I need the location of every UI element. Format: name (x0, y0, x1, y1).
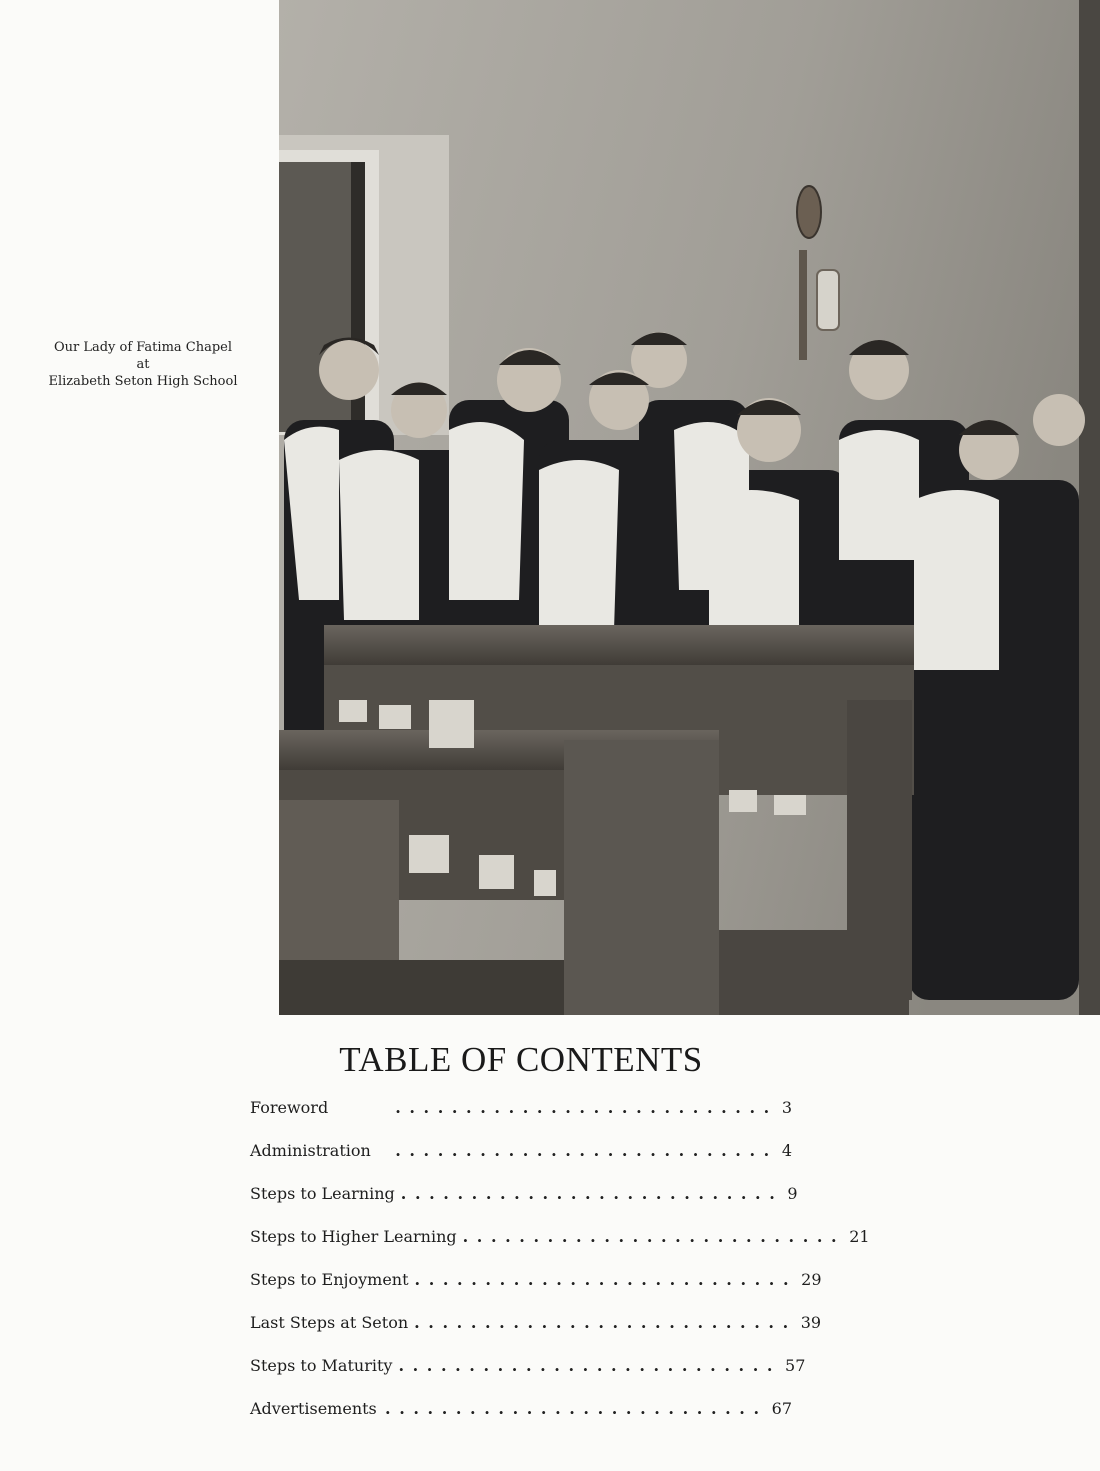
toc-entry-page: 29 (801, 1270, 822, 1289)
toc-entry-administration[interactable] (250, 1141, 792, 1184)
chapel-photo-illustration (279, 0, 1100, 1015)
toc-entry-page: 9 (787, 1184, 798, 1203)
toc-entry-last-steps-at-seton[interactable] (250, 1313, 822, 1356)
toc-entry-foreword[interactable] (250, 1098, 792, 1141)
toc-dot-leader: ........................... (395, 1098, 778, 1117)
table-of-contents (250, 1098, 870, 1442)
toc-dot-leader: ........................... (398, 1356, 782, 1375)
toc-entry-label: Foreword (250, 1098, 329, 1117)
toc-dot-leader: ........................... (385, 1399, 768, 1418)
caption-line-2: at (136, 357, 150, 372)
toc-entry-advertisements[interactable] (250, 1399, 792, 1442)
caption-line-1: Our Lady of Fatima Chapel (53, 340, 233, 355)
toc-entry-label: Advertisements (250, 1399, 377, 1418)
chapel-photo (279, 0, 1100, 1015)
toc-dot-leader: ........................... (462, 1227, 846, 1246)
toc-entry-label: Administration (250, 1141, 371, 1160)
toc-dot-leader: ........................... (414, 1270, 798, 1289)
right-edge-shadow (1079, 0, 1100, 1015)
toc-entry-steps-to-enjoyment[interactable] (250, 1270, 822, 1313)
toc-entry-page: 67 (771, 1399, 792, 1418)
photo-caption (0, 339, 286, 390)
toc-dot-leader: ........................... (414, 1313, 797, 1332)
toc-entry-page: 4 (781, 1141, 792, 1160)
toc-entry-steps-to-higher-learning[interactable] (250, 1227, 870, 1270)
toc-entry-label: Steps to Learning (250, 1184, 395, 1203)
caption-line-3: Elizabeth Seton High School (48, 374, 238, 389)
wall-medallion (797, 186, 821, 238)
toc-entry-label: Last Steps at Seton (250, 1313, 409, 1332)
toc-entry-label: Steps to Maturity (250, 1356, 393, 1375)
toc-entry-label: Steps to Higher Learning (250, 1227, 457, 1246)
toc-dot-leader: ........................... (400, 1184, 784, 1203)
toc-entry-label: Steps to Enjoyment (250, 1270, 409, 1289)
toc-entry-steps-to-maturity[interactable] (250, 1356, 806, 1399)
toc-title: TABLE OF CONTENTS (339, 1040, 703, 1079)
toc-entry-steps-to-learning[interactable] (250, 1184, 798, 1227)
toc-dot-leader: ........................... (395, 1141, 778, 1160)
toc-entry-page: 57 (785, 1356, 806, 1375)
toc-entry-page: 21 (849, 1227, 870, 1246)
toc-entry-page: 3 (781, 1098, 792, 1117)
toc-entry-page: 39 (800, 1313, 822, 1332)
